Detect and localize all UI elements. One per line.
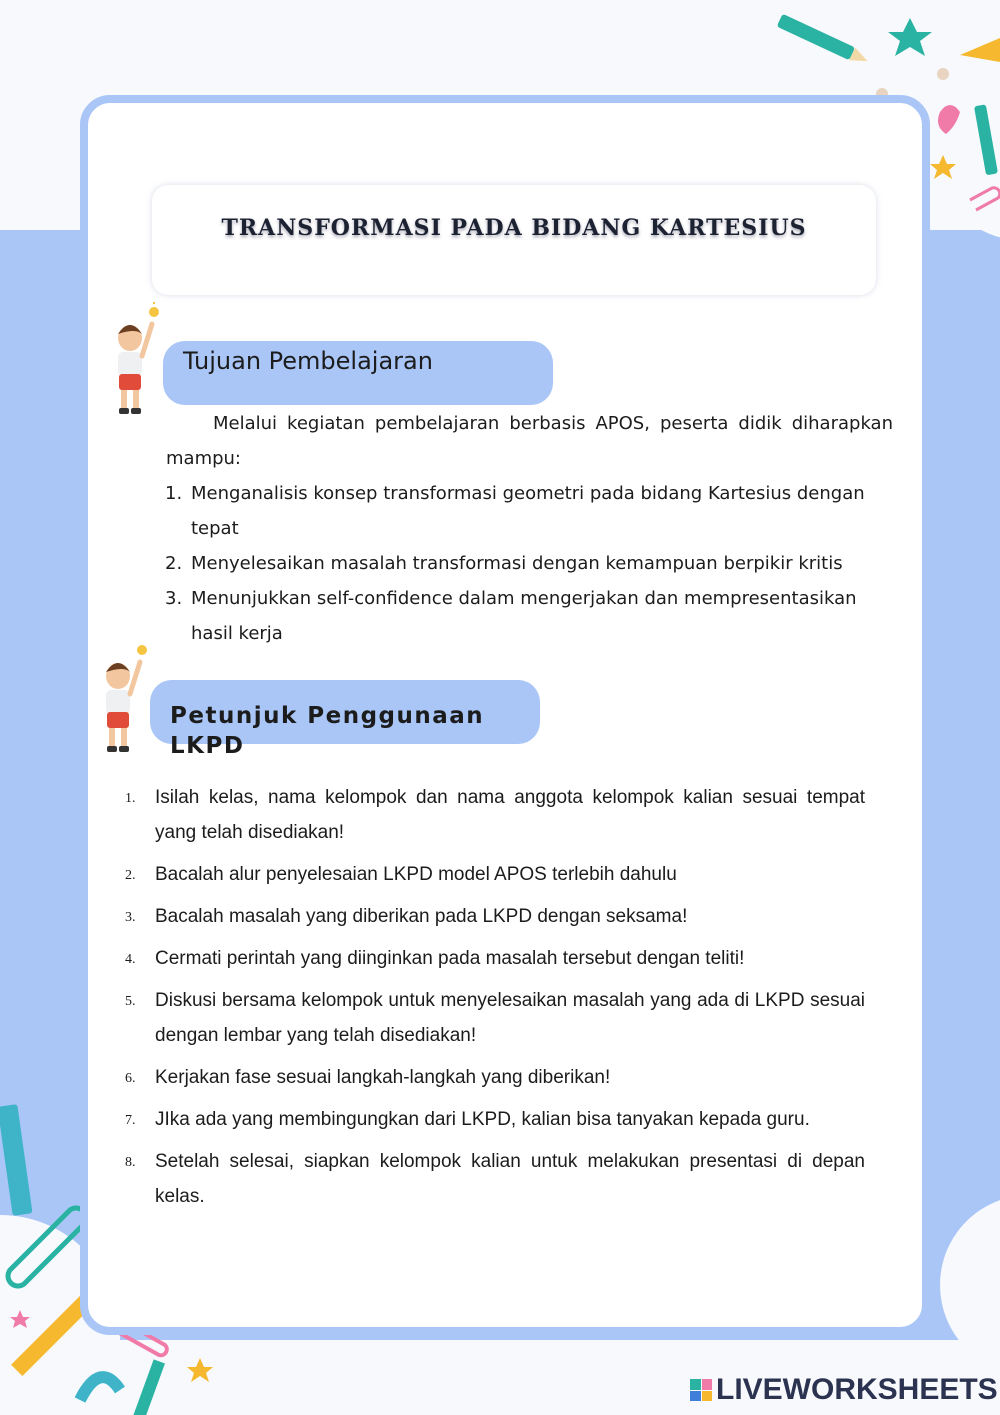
student-character-icon (108, 302, 168, 422)
list-item (125, 857, 865, 892)
intro-line: mampu: (166, 448, 241, 469)
list-text: Bacalah masalah yang diberikan pada LKPD dengan seksama! (155, 906, 688, 927)
list-item (125, 1060, 865, 1095)
list-text: Menyelesaikan masalah transformasi dengan kemampuan berpikir kritis (191, 553, 843, 574)
list-item (165, 546, 865, 581)
section-heading-petunjuk (150, 680, 540, 759)
list-item (165, 581, 865, 651)
list-number: 1. (165, 483, 183, 504)
list-text: Cermati perintah yang diinginkan pada masalah tersebut dengan teliti! (155, 948, 745, 969)
list-number: 2. (165, 553, 183, 574)
list-text: Menganalisis konsep transformasi geometri pada bidang Kartesius dengan tepat (191, 483, 865, 539)
list-text: Setelah selesai, siapkan kelompok kalian untuk melakukan presentasi di depan kelas. (155, 1151, 865, 1207)
list-number: 3. (125, 910, 136, 925)
list-number: 8. (125, 1155, 136, 1170)
brand-text: LIVEWORKSHEETS (716, 1373, 998, 1406)
instructions-list (125, 780, 865, 1221)
list-text: Kerjakan fase sesuai langkah-langkah yang diberikan! (155, 1067, 611, 1088)
list-text: JIka ada yang membingungkan dari LKPD, kalian bisa tanyakan kepada guru. (155, 1109, 810, 1130)
list-number: 3. (165, 588, 183, 609)
list-text: Diskusi bersama kelompok untuk menyelesaikan masalah yang ada di LKPD sesuai dengan lembar yang telah disediakan! (155, 990, 865, 1046)
section-heading-label: Tujuan Pembelajaran (183, 347, 433, 375)
liveworksheets-logo-icon (690, 1379, 712, 1401)
list-item (125, 1144, 865, 1214)
list-number: 6. (125, 1071, 136, 1086)
list-number: 7. (125, 1113, 136, 1128)
list-item (125, 1102, 865, 1137)
list-number: 2. (125, 868, 136, 883)
list-number: 4. (125, 952, 136, 967)
list-item (125, 941, 865, 976)
list-number: 5. (125, 994, 136, 1009)
list-text: Isilah kelas, nama kelompok dan nama anggota kelompok kalian sesuai tempat yang telah disediakan! (155, 787, 865, 843)
student-character-icon (96, 640, 156, 760)
list-text: Bacalah alur penyelesaian LKPD model APOS terlebih dahulu (155, 864, 677, 885)
list-item (125, 899, 865, 934)
list-item (125, 780, 865, 850)
section-heading-tujuan (163, 341, 553, 405)
list-item (165, 476, 865, 546)
list-item (125, 983, 865, 1053)
learning-objectives-list (165, 476, 865, 651)
liveworksheets-brand[interactable] (690, 1372, 998, 1408)
page-title: TRANSFORMASI PADA BIDANG KARTESIUS (221, 215, 807, 241)
list-text: Menunjukkan self-confidence dalam mengerjakan dan mempresentasikan hasil kerja (191, 588, 857, 644)
intro-line: Melalui kegiatan pembelajaran berbasis APOS, peserta didik diharapkan (213, 413, 893, 434)
list-number: 1. (125, 791, 136, 806)
section-heading-label: Petunjuk Penggunaan LKPD (170, 703, 485, 759)
title-box (152, 185, 876, 295)
